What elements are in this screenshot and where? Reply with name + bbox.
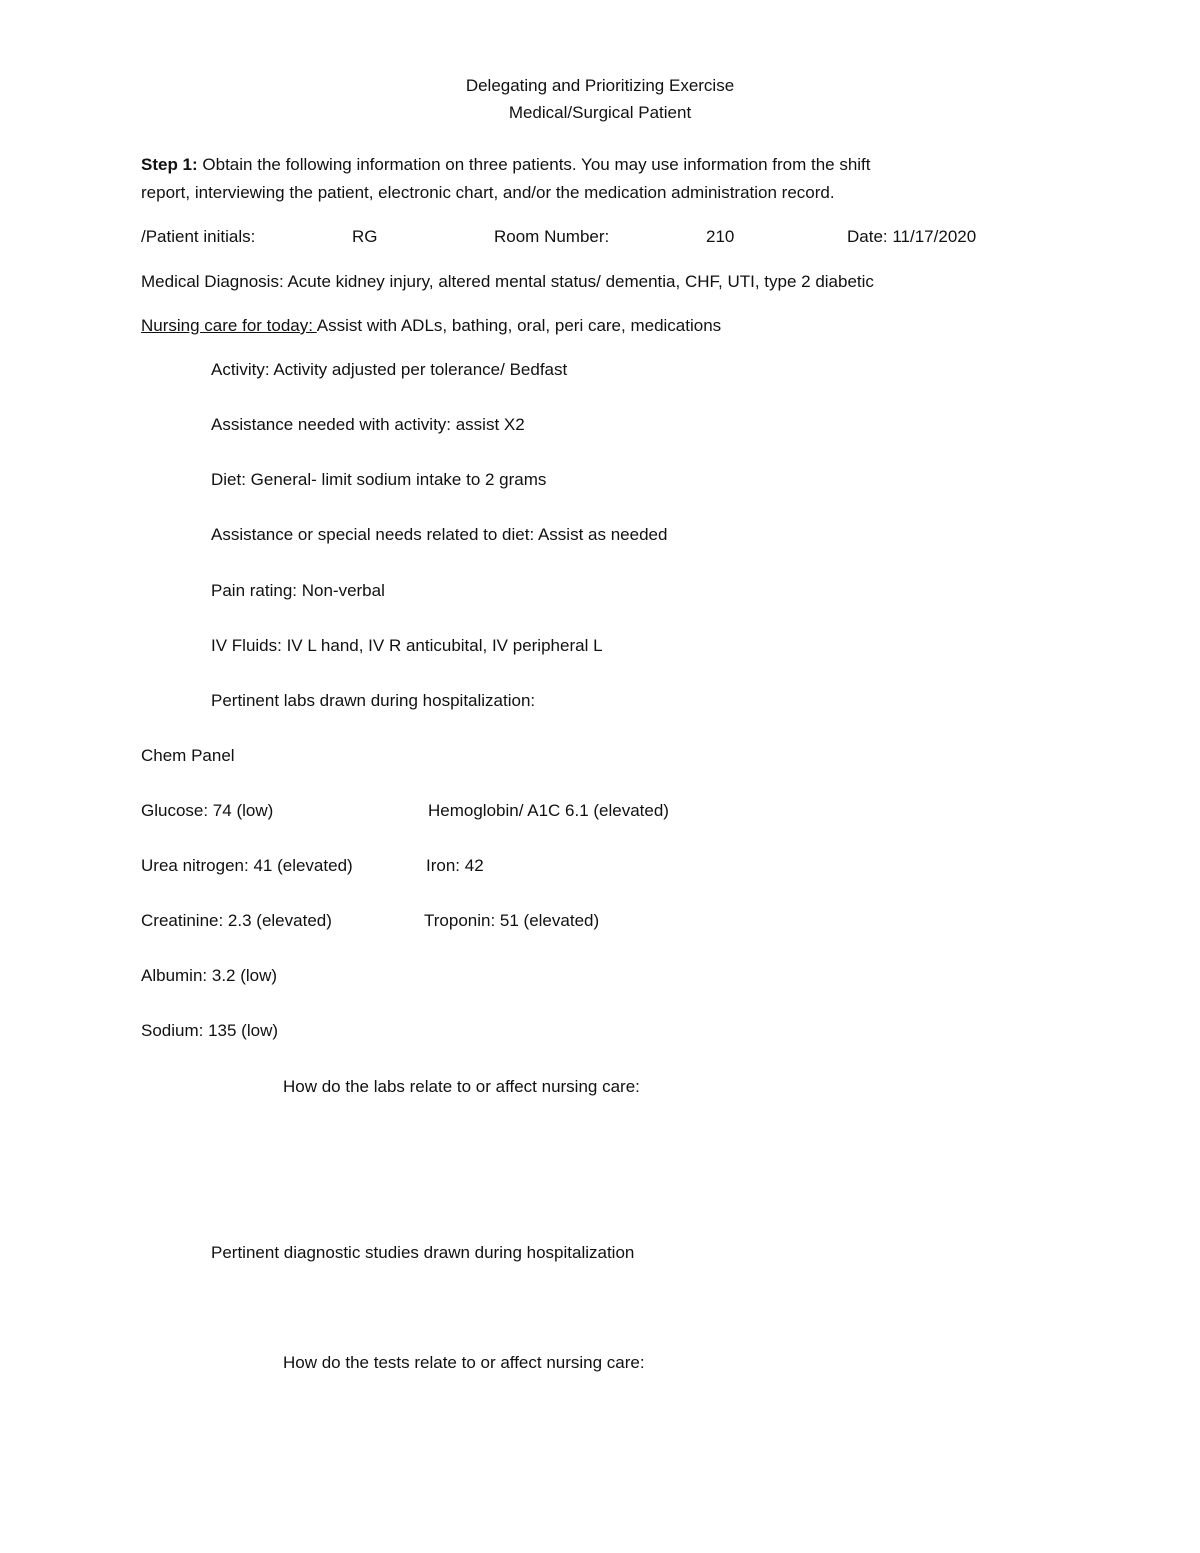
lab-sodium: Sodium: 135 (low) (141, 1021, 279, 1040)
assistance-activity: Assistance needed with activity: assist X2 (211, 415, 525, 434)
room-number-label: Room Number: (494, 227, 610, 246)
nursing-care-value: Assist with ADLs, bathing, oral, peri care, medications (316, 316, 722, 335)
step1-label: Step 1: (141, 155, 198, 174)
step1-line1 (141, 155, 871, 175)
diet: Diet: General- limit sodium intake to 2 grams (211, 470, 547, 489)
pain-rating: Pain rating: Non-verbal (211, 581, 385, 600)
tests-nursing-care-question: How do the tests relate to or affect nursing care: (283, 1353, 645, 1372)
activity: Activity: Activity adjusted per tolerance/ Bedfast (211, 360, 568, 379)
iv-fluids: IV Fluids: IV L hand, IV R anticubital, IV peripheral L (211, 636, 603, 655)
patient-initials-value: RG (352, 227, 378, 246)
document-title: Delegating and Prioritizing Exercise (465, 76, 735, 95)
step1-line2: report, interviewing the patient, electronic chart, and/or the medication administration record. (141, 183, 835, 202)
lab-hemoglobin-a1c: Hemoglobin/ A1C 6.1 (elevated) (428, 801, 669, 820)
nursing-care-line (141, 316, 721, 336)
lab-albumin: Albumin: 3.2 (low) (141, 966, 278, 985)
document-subtitle: Medical/Surgical Patient (508, 103, 692, 122)
pertinent-labs-heading: Pertinent labs drawn during hospitalization: (211, 691, 536, 710)
lab-glucose: Glucose: 74 (low) (141, 801, 274, 820)
lab-iron: Iron: 42 (426, 856, 484, 875)
diagnostic-studies-heading: Pertinent diagnostic studies drawn during hospitalization (211, 1243, 635, 1262)
lab-troponin: Troponin: 51 (elevated) (424, 911, 600, 930)
lab-creatinine: Creatinine: 2.3 (elevated) (141, 911, 332, 930)
date-label: Date: 11/17/2020 (847, 227, 977, 246)
chem-panel-title: Chem Panel (141, 746, 235, 765)
room-number-value: 210 (706, 227, 735, 246)
lab-urea-nitrogen: Urea nitrogen: 41 (elevated) (141, 856, 353, 875)
medical-diagnosis: Medical Diagnosis: Acute kidney injury, altered mental status/ dementia, CHF, UTI, type 2 diabetic (141, 272, 874, 291)
nursing-care-label: Nursing care for today: (141, 316, 317, 335)
step1-text: Obtain the following information on three patients. You may use information from the shift (197, 155, 871, 174)
patient-initials-label: /Patient initials: (141, 227, 256, 246)
labs-nursing-care-question: How do the labs relate to or affect nursing care: (283, 1077, 640, 1096)
diet-assistance: Assistance or special needs related to diet: Assist as needed (211, 525, 668, 544)
